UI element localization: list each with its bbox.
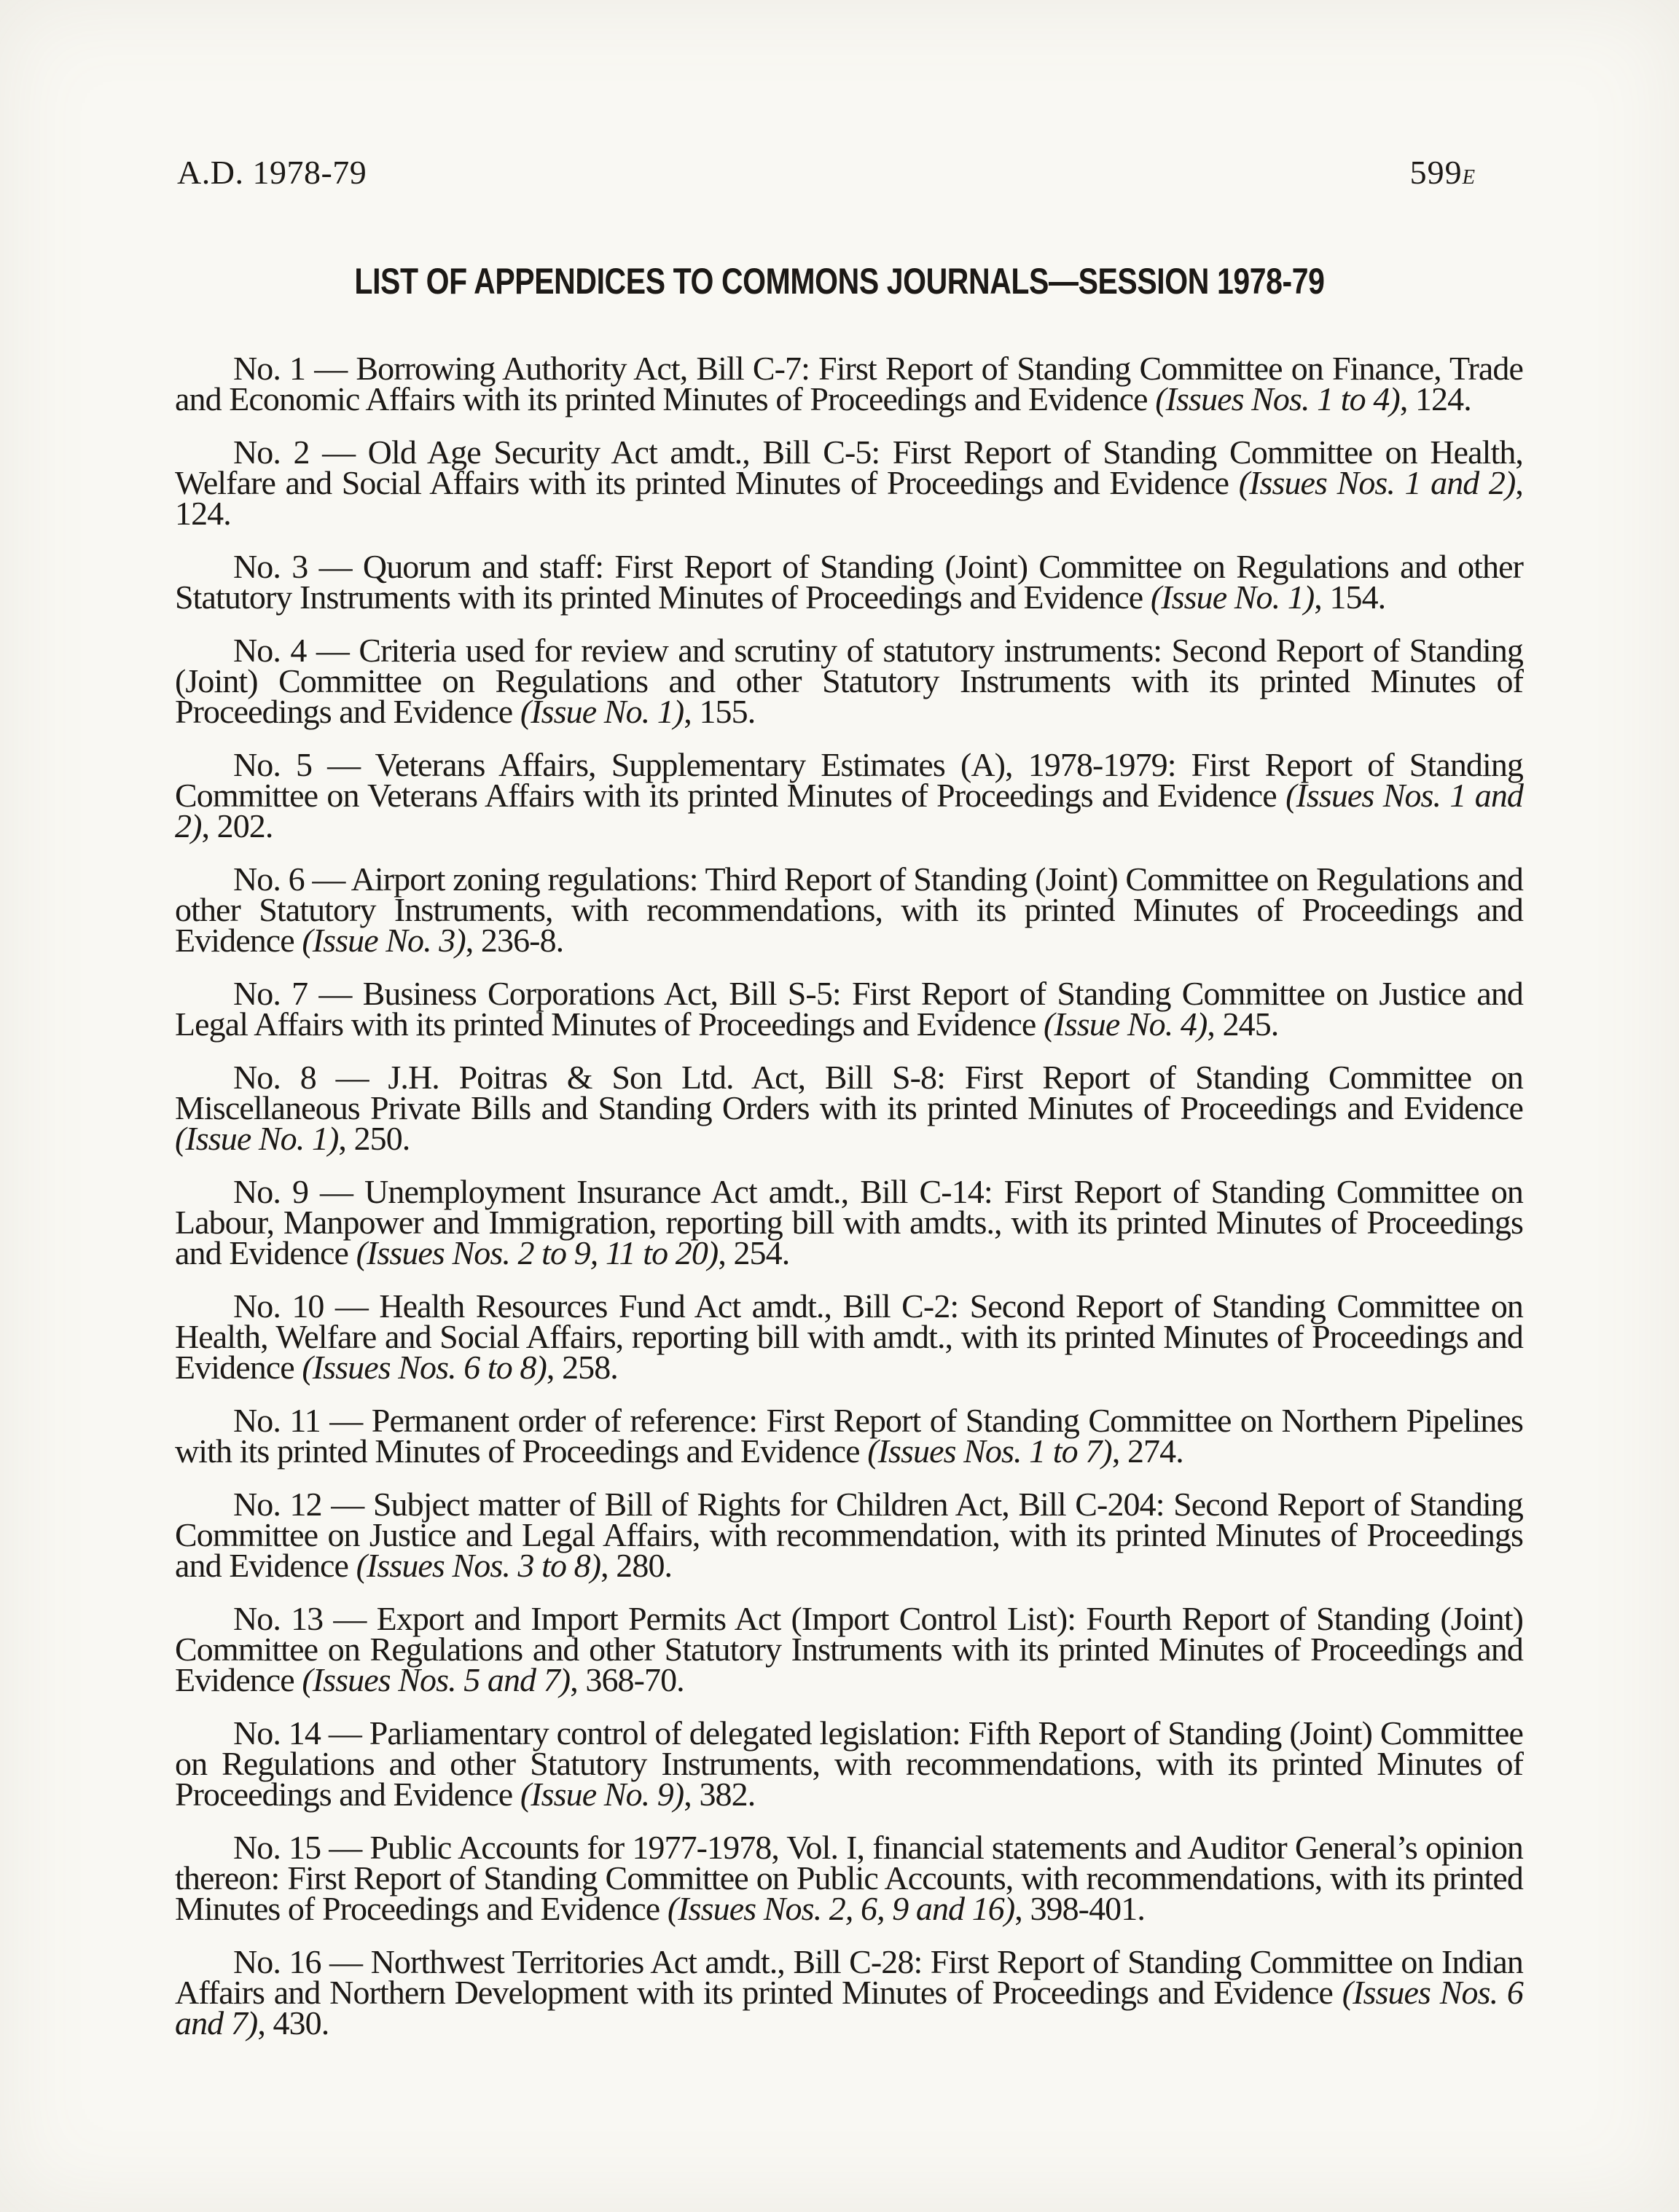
entry-issue-citation: (Issue No. 1) — [520, 693, 684, 731]
entry-text: No. 9 — Unemployment Insurance Act amdt., Bill C-14: First Report of Standing Committee on Labour, Manpower and Immigration, reporting bill with amdts., with its printed Minutes of Proceedings and Evidence — [175, 1173, 1523, 1272]
entry-text: No. 15 — Public Accounts for 1977-1978, Vol. I, financial statements and Auditor General’s opinion thereon: First Report of Standing Committee on Public Accounts, with recommendations, with its printed Minutes of Proceedings and Evidence — [175, 1829, 1523, 1928]
running-header — [177, 155, 1504, 190]
appendix-entries-list — [175, 350, 1523, 2042]
entry-page-reference: , 368-70. — [570, 1661, 684, 1699]
entry-page-reference: , 258. — [546, 1349, 618, 1387]
appendix-entry-11 — [175, 1402, 1523, 1470]
entry-text: No. 6 — Airport zoning regulations: Third Report of Standing (Joint) Committee on Regulations and other Statutory Instruments, with recommendations, with its printed Minutes of Proceedings and Evidence — [175, 860, 1523, 960]
entry-issue-citation: (Issue No. 4) — [1044, 1005, 1208, 1043]
entry-page-reference: , 202. — [201, 807, 273, 845]
appendix-entry-1 — [175, 350, 1523, 418]
entry-page-reference: , 382. — [684, 1776, 756, 1813]
session-year-label: A.D. 1978-79 — [177, 154, 367, 191]
appendix-entry-5 — [175, 746, 1523, 845]
page-number-value: 599 — [1409, 154, 1463, 191]
entry-text: No. 3 — Quorum and staff: First Report of Standing (Joint) Committee on Regulations and other Statutory Instruments with its printed Minutes of Proceedings and Evidence — [175, 548, 1523, 616]
appendix-entry-9 — [175, 1173, 1523, 1272]
entry-page-reference: , 280. — [600, 1547, 673, 1585]
entry-issue-citation: (Issue No. 3) — [302, 922, 466, 960]
entry-text: No. 13 — Export and Import Permits Act (Import Control List): Fourth Report of Standing (Joint) Committee on Regulations and other Statutory Instruments with its printed Minutes of Proceedings and Evidence — [175, 1600, 1523, 1699]
entry-page-reference: , 398-401. — [1014, 1890, 1145, 1928]
entry-issue-citation: (Issue No. 1) — [175, 1120, 339, 1158]
entry-page-reference: , 155. — [684, 693, 756, 731]
appendix-entry-14 — [175, 1714, 1523, 1813]
entry-issue-citation: (Issue No. 9) — [520, 1776, 684, 1813]
entry-text: No. 10 — Health Resources Fund Act amdt., Bill C-2: Second Report of Standing Committee on Health, Welfare and Social Affairs, reporting bill with amdt., with its printed Minutes of Proceedings and Evidence — [175, 1287, 1523, 1387]
appendix-entry-13 — [175, 1600, 1523, 1699]
appendix-entry-8 — [175, 1059, 1523, 1158]
entry-page-reference: , 250. — [338, 1120, 410, 1158]
entry-text: No. 7 — Business Corporations Act, Bill S-5: First Report of Standing Committee on Justice and Legal Affairs with its printed Minutes of Proceedings and Evidence — [175, 975, 1523, 1043]
appendix-entry-10 — [175, 1287, 1523, 1387]
entry-text: No. 1 — Borrowing Authority Act, Bill C-7: First Report of Standing Committee on Finance, Trade and Economic Affairs with its printed Minutes of Proceedings and Evidence — [175, 350, 1523, 418]
appendix-entry-15 — [175, 1829, 1523, 1928]
entry-issue-citation: (Issue No. 1) — [1150, 579, 1315, 616]
page-number-suffix: E — [1462, 166, 1475, 189]
entry-issue-citation: (Issues Nos. 5 and 7) — [302, 1661, 571, 1699]
entry-page-reference: , 124. — [175, 464, 1523, 533]
entry-text: No. 5 — Veterans Affairs, Supplementary Estimates (A), 1978-1979: First Report of Standing Committee on Veterans Affairs with its printed Minutes of Proceedings and Evidence — [175, 746, 1523, 815]
appendix-entry-7 — [175, 975, 1523, 1043]
page-number — [1410, 155, 1475, 190]
entry-text: No. 2 — Old Age Security Act amdt., Bill C-5: First Report of Standing Committee on Health, Welfare and Social Affairs with its printed Minutes of Proceedings and Evidence — [175, 434, 1523, 502]
entry-page-reference: , 254. — [718, 1234, 790, 1272]
entry-page-reference: , 154. — [1314, 579, 1386, 616]
entry-issue-citation: (Issues Nos. 1 and 2) — [175, 777, 1523, 845]
entry-page-reference: , 245. — [1207, 1005, 1279, 1043]
entry-page-reference: , 236-8. — [465, 922, 564, 960]
entry-issue-citation: (Issues Nos. 2, 6, 9 and 16) — [667, 1890, 1015, 1928]
entry-text: No. 11 — Permanent order of reference: First Report of Standing Committee on Northern Pipelines with its printed Minutes of Proceedings and Evidence — [175, 1402, 1523, 1470]
appendix-entry-16 — [175, 1943, 1523, 2042]
entry-page-reference: , 274. — [1111, 1432, 1183, 1470]
appendix-entry-6 — [175, 860, 1523, 960]
entry-text: No. 14 — Parliamentary control of delegated legislation: Fifth Report of Standing (Joint) Committee on Regulations and other Statutory Instruments, with recommendations, with its printed Minutes of Proceedings and Evidence — [175, 1714, 1523, 1813]
entry-issue-citation: (Issues Nos. 1 and 2) — [1238, 464, 1516, 502]
entry-issue-citation: (Issues Nos. 6 to 8) — [302, 1349, 547, 1387]
entry-issue-citation: (Issues Nos. 1 to 7) — [867, 1432, 1112, 1470]
entry-issue-citation: (Issues Nos. 3 to 8) — [356, 1547, 601, 1585]
appendix-entry-3 — [175, 548, 1523, 616]
entry-page-reference: , 430. — [257, 2004, 329, 2042]
appendix-entry-4 — [175, 632, 1523, 731]
entry-text: No. 12 — Subject matter of Bill of Rights for Children Act, Bill C-204: Second Report of Standing Committee on Justice and Legal Affairs, with recommendation, with its printed Minutes of Proceedings and Evidence — [175, 1486, 1523, 1585]
entry-issue-citation: (Issues Nos. 1 to 4) — [1155, 380, 1400, 418]
entry-issue-citation: (Issues Nos. 6 and 7) — [175, 1974, 1523, 2042]
appendix-entry-12 — [175, 1486, 1523, 1585]
appendix-entry-2 — [175, 434, 1523, 533]
page-title: LIST OF APPENDICES TO COMMONS JOURNALS—SESSION 1978-79 — [354, 261, 1325, 302]
entry-text: No. 8 — J.H. Poitras & Son Ltd. Act, Bill S-8: First Report of Standing Committee on Miscellaneous Private Bills and Standing Orders with its printed Minutes of Proceedings and Evidence — [175, 1059, 1523, 1127]
entry-page-reference: , 124. — [1399, 380, 1471, 418]
entry-text: No. 4 — Criteria used for review and scrutiny of statutory instruments: Second Report of Standing (Joint) Committee on Regulations and other Statutory Instruments with its printed Minutes of Proceedings and Evidence — [175, 632, 1523, 731]
entry-issue-citation: (Issues Nos. 2 to 9, 11 to 20) — [356, 1234, 719, 1272]
entry-text: No. 16 — Northwest Territories Act amdt., Bill C-28: First Report of Standing Committee on Indian Affairs and Northern Development with its printed Minutes of Proceedings and Evidence — [175, 1943, 1523, 2012]
